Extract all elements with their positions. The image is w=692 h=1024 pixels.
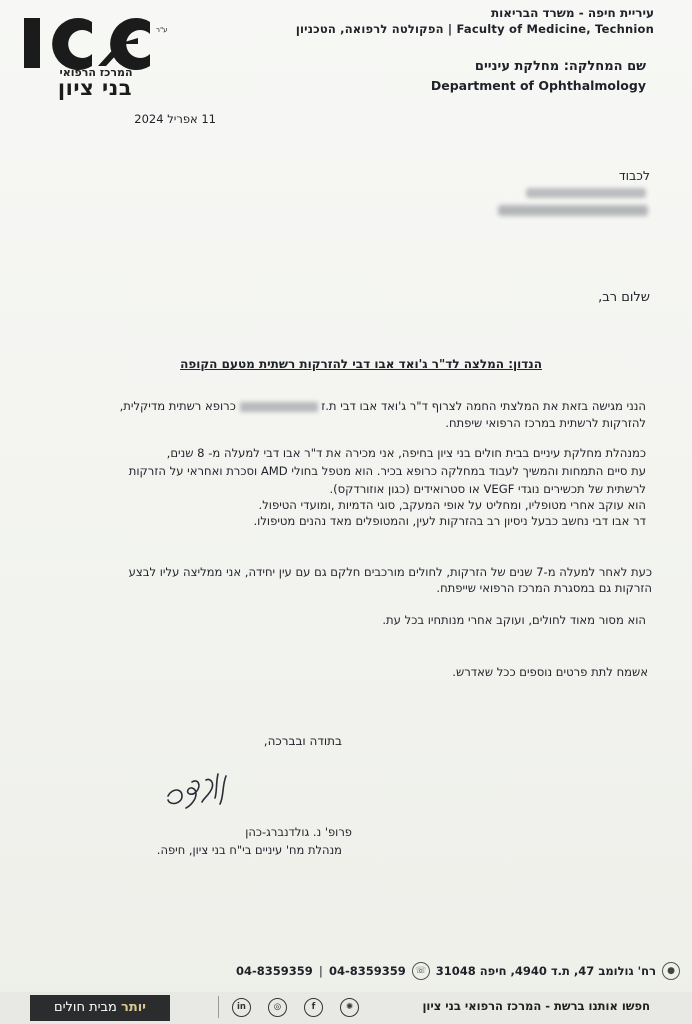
signer-name: פרופ' נ. גולדנברג-כהן xyxy=(245,825,352,839)
facebook-icon[interactable]: f xyxy=(304,998,323,1017)
slogan-rest: מבית חולים xyxy=(53,1000,122,1015)
paragraph-line: כעת לאחר למעלה מ-7 שנים של הזרקות, לחולים מורכבים חלקם גם עם עין יחידה, אני ממליצה עליו לבצע xyxy=(128,565,652,579)
letter-date: 11 אפריל 2024 xyxy=(134,112,216,126)
paragraph-3 xyxy=(12,564,652,596)
redacted-recipient-company xyxy=(498,205,648,216)
paragraph-line: עת סיים התמחות והמשיך לעבוד במחלקה כרופא בכיר. הוא מטפל בחולי AMD וסכרת ואחראי על הזרקות xyxy=(128,464,646,478)
hospital-logo xyxy=(22,8,174,100)
find-us-text: חפשו אותנו ברשת - המרכז הרפואי בני ציון xyxy=(422,999,650,1013)
footer-divider xyxy=(218,996,219,1018)
phone-icon: ☏ xyxy=(412,962,430,980)
signer-title: מנהלת מח' עיניים בי"ח בני ציון, חיפה. xyxy=(156,843,342,857)
logo-subtitle: המרכז הרפואי xyxy=(59,66,133,79)
closing-line: בתודה ובברכה, xyxy=(263,734,342,748)
paragraph-1-line-1 xyxy=(26,398,646,414)
linkedin-icon[interactable]: in xyxy=(232,998,251,1017)
logo-mark-icon xyxy=(22,14,172,72)
footer-separator: | xyxy=(318,964,323,978)
paragraph-4: הוא מסור מאוד לחולים, ועוקב אחרי מנותחיו בכל עת. xyxy=(382,613,646,627)
paragraph-line: כמנהלת מחלקת עיניים בבית חולים בני ציון בחיפה, אני מכירה את ד"ר אבו דבי למעלה מ- 8 שנים, xyxy=(166,446,646,460)
logo-name: בני ציון xyxy=(57,76,133,100)
footer-bar xyxy=(0,992,692,1024)
footer-contact xyxy=(16,960,680,982)
handwritten-signature xyxy=(148,766,238,816)
footer-phone-1[interactable]: 04-8359359 xyxy=(328,964,406,978)
paragraph-1-text-a: הנני מגישה בזאת את המלצתי החמה לצרוף ד"ר ג'ואד אבו דבי ת.ז xyxy=(321,399,646,413)
paragraph-2 xyxy=(6,445,646,529)
instagram-icon[interactable]: ◎ xyxy=(268,998,287,1017)
footer-address: רח' גולומב 47, ת.ד 4940, חיפה 31048 xyxy=(435,964,656,978)
recipient-salutation: לכבוד xyxy=(618,168,650,183)
website-icon[interactable]: ✺ xyxy=(340,998,359,1017)
paragraph-1-line-2: להזרקות לרשתית במרכז הרפואי שיפתח. xyxy=(445,416,646,430)
redacted-id-number xyxy=(240,402,318,412)
faculty-line: Faculty of Medicine, Technion | הפקולטה לרפואה, הטכניון xyxy=(295,22,654,36)
location-pin-icon: ● xyxy=(662,962,680,980)
paragraph-5: אשמח לתת פרטים נוספים ככל שאדרש. xyxy=(452,665,648,679)
greeting: שלום רב, xyxy=(598,290,650,305)
svg-text:ע"ר: ע"ר xyxy=(156,26,168,34)
slogan-bold: יותר xyxy=(121,1000,147,1015)
subject-line: הנדון: המלצה לד"ר ג'ואד אבו דבי להזרקות רשתית מטעם הקופה xyxy=(180,357,542,371)
municipality-line: עיריית חיפה - משרד הבריאות xyxy=(490,6,654,20)
paragraph-line: לרשתית של תכשירים נוגדי VEGF או סטרואידים (כגון אוזורדקס). xyxy=(329,482,646,496)
paragraph-line: הוא עוקב אחרי מטופליו, ומחליט על אופי המעקב, סוגי הדמיות ,ומועדי הטיפול. xyxy=(258,498,646,512)
slogan-badge xyxy=(30,995,170,1021)
paragraph-1-text-b: כרופא רשתית מדיקלית, xyxy=(119,399,236,413)
footer-phone-2[interactable]: 04-8359359 xyxy=(235,964,313,978)
department-hebrew: שם המחלקה: מחלקת עיניים xyxy=(474,59,646,74)
redacted-recipient-name xyxy=(526,188,646,198)
paragraph-line: הזרקות גם במסגרת המרכז הרפואי שייפתח. xyxy=(436,581,652,595)
department-english: Department of Ophthalmology xyxy=(430,78,646,93)
paragraph-line: דר אבו דבי נחשב כבעל ניסיון רב בהזרקות לעין, והמטופלים מאד נהנים מטיפולו. xyxy=(253,514,646,528)
